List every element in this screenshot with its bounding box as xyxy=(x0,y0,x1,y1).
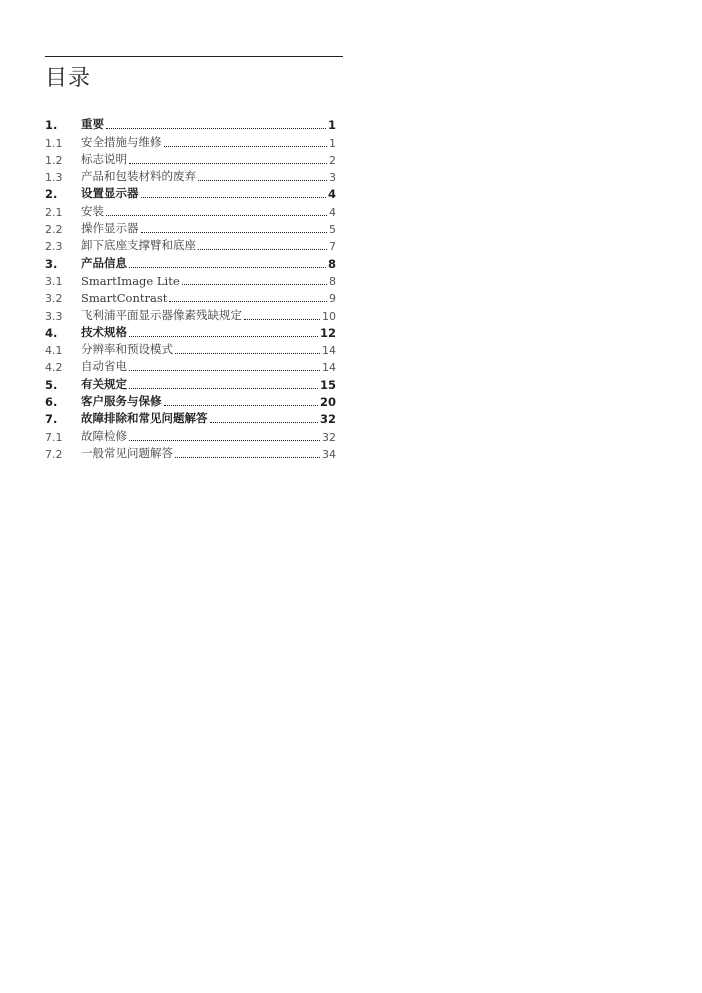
toc-dot-leader xyxy=(129,163,327,164)
toc-entry-label: 设置显示器 xyxy=(81,186,139,201)
toc-dot-leader xyxy=(106,215,327,216)
toc-entry-page: 2 xyxy=(329,153,336,167)
toc-entry-number: 3.2 xyxy=(45,292,63,306)
toc-entry-label: 技术规格 xyxy=(81,324,127,339)
toc-entry[interactable] xyxy=(45,392,336,409)
toc-entry-page: 12 xyxy=(319,325,336,340)
toc-entry-page: 7 xyxy=(329,240,336,254)
toc-dot-leader xyxy=(141,232,328,233)
toc-entry-number: 3. xyxy=(45,256,58,271)
toc-entry-label: 分辨率和预设模式 xyxy=(81,342,173,357)
toc-dot-leader xyxy=(164,146,328,147)
toc-entry[interactable] xyxy=(45,253,336,270)
toc-entry-number: 7.1 xyxy=(45,430,63,444)
toc-dot-leader xyxy=(164,405,318,406)
toc-entry-number: 1.1 xyxy=(45,136,63,150)
toc-dot-leader xyxy=(182,284,327,285)
toc-entry-label: 一般常见问题解答 xyxy=(81,445,173,460)
toc-entry-page: 1 xyxy=(329,136,336,150)
toc-entry-number: 6. xyxy=(45,395,58,410)
toc-entry-number: 3.3 xyxy=(45,309,63,323)
toc-entry-number: 4. xyxy=(45,325,58,340)
top-rule xyxy=(45,56,343,57)
toc-dot-leader xyxy=(198,180,327,181)
toc-entry[interactable] xyxy=(45,236,336,253)
toc-entry-number: 2.2 xyxy=(45,223,63,237)
toc-entry-number: 2.1 xyxy=(45,205,63,219)
toc-entry-number: 3.1 xyxy=(45,274,63,288)
toc-entry-number: 7.2 xyxy=(45,447,63,461)
toc-entry[interactable] xyxy=(45,340,336,357)
toc-entry-page: 9 xyxy=(329,292,336,306)
toc-entry-label: 标志说明 xyxy=(81,151,127,166)
toc-entry-label: 安全措施与维修 xyxy=(81,134,162,149)
toc-entry-page: 4 xyxy=(327,187,336,202)
toc-entry-page: 8 xyxy=(327,256,336,271)
toc-dot-leader xyxy=(106,128,326,129)
toc-entry[interactable] xyxy=(45,323,336,340)
toc-entry-page: 32 xyxy=(319,412,336,427)
page-title: 目录 xyxy=(45,66,92,91)
toc-dot-leader xyxy=(244,319,320,320)
toc-entry[interactable] xyxy=(45,374,336,391)
toc-entry-number: 4.1 xyxy=(45,344,63,358)
toc-entry-label: 故障检修 xyxy=(81,428,127,443)
toc-entry[interactable] xyxy=(45,167,336,184)
toc-entry[interactable] xyxy=(45,219,336,236)
toc-entry[interactable] xyxy=(45,201,336,218)
toc-dot-leader xyxy=(210,422,318,423)
toc-entry-label: 有关规定 xyxy=(81,376,127,391)
toc-entry-label: 重要 xyxy=(81,117,104,132)
toc-entry-page: 3 xyxy=(329,171,336,185)
toc-entry[interactable] xyxy=(45,271,336,288)
toc-dot-leader xyxy=(129,440,320,441)
toc-dot-leader xyxy=(198,249,327,250)
toc-dot-leader xyxy=(141,197,326,198)
toc-entry-number: 5. xyxy=(45,377,58,392)
toc-entry-page: 32 xyxy=(322,430,336,444)
toc-entry-page: 20 xyxy=(319,395,336,410)
toc-entry-label: 客户服务与保修 xyxy=(81,394,162,409)
toc-dot-leader xyxy=(129,336,318,337)
toc-entry-page: 10 xyxy=(322,309,336,323)
toc-entry-number: 1.3 xyxy=(45,171,63,185)
toc-entry[interactable] xyxy=(45,357,336,374)
toc-entry-page: 4 xyxy=(329,205,336,219)
toc-entry[interactable] xyxy=(45,115,336,132)
toc-entry-page: 34 xyxy=(322,447,336,461)
toc-entry-label: SmartImage Lite xyxy=(81,273,180,288)
toc-entry-number: 1.2 xyxy=(45,153,63,167)
toc-entry[interactable] xyxy=(45,426,336,443)
table-of-contents xyxy=(45,115,336,461)
toc-entry[interactable] xyxy=(45,184,336,201)
toc-entry[interactable] xyxy=(45,132,336,149)
toc-entry-label: 卸下底座支撑臂和底座 xyxy=(81,238,196,253)
toc-entry-page: 5 xyxy=(329,223,336,237)
toc-dot-leader xyxy=(129,370,320,371)
toc-entry-number: 2.3 xyxy=(45,240,63,254)
toc-entry[interactable] xyxy=(45,409,336,426)
toc-entry-number: 1. xyxy=(45,118,58,133)
toc-entry[interactable] xyxy=(45,305,336,322)
toc-entry-number: 4.2 xyxy=(45,361,63,375)
toc-dot-leader xyxy=(129,388,318,389)
toc-entry[interactable] xyxy=(45,288,336,305)
toc-entry-page: 15 xyxy=(319,377,336,392)
toc-entry[interactable] xyxy=(45,150,336,167)
toc-dot-leader xyxy=(175,353,320,354)
toc-entry-label: 飞利浦平面显示器像素残缺规定 xyxy=(81,307,242,322)
toc-entry-label: SmartContrast xyxy=(81,291,168,306)
toc-entry-page: 14 xyxy=(322,344,336,358)
toc-entry-label: 产品信息 xyxy=(81,255,127,270)
toc-dot-leader xyxy=(169,301,327,302)
toc-entry-label: 故障排除和常见问题解答 xyxy=(81,411,208,426)
toc-entry-page: 14 xyxy=(322,361,336,375)
toc-entry-number: 2. xyxy=(45,187,58,202)
toc-entry-label: 操作显示器 xyxy=(81,221,139,236)
toc-entry-label: 安装 xyxy=(81,203,104,218)
toc-dot-leader xyxy=(175,457,320,458)
toc-dot-leader xyxy=(129,267,326,268)
toc-entry-page: 1 xyxy=(327,118,336,133)
toc-entry-label: 产品和包装材料的废弃 xyxy=(81,169,196,184)
toc-entry-label: 自动省电 xyxy=(81,359,127,374)
toc-entry[interactable] xyxy=(45,444,336,461)
toc-entry-number: 7. xyxy=(45,412,58,427)
toc-entry-page: 8 xyxy=(329,274,336,288)
